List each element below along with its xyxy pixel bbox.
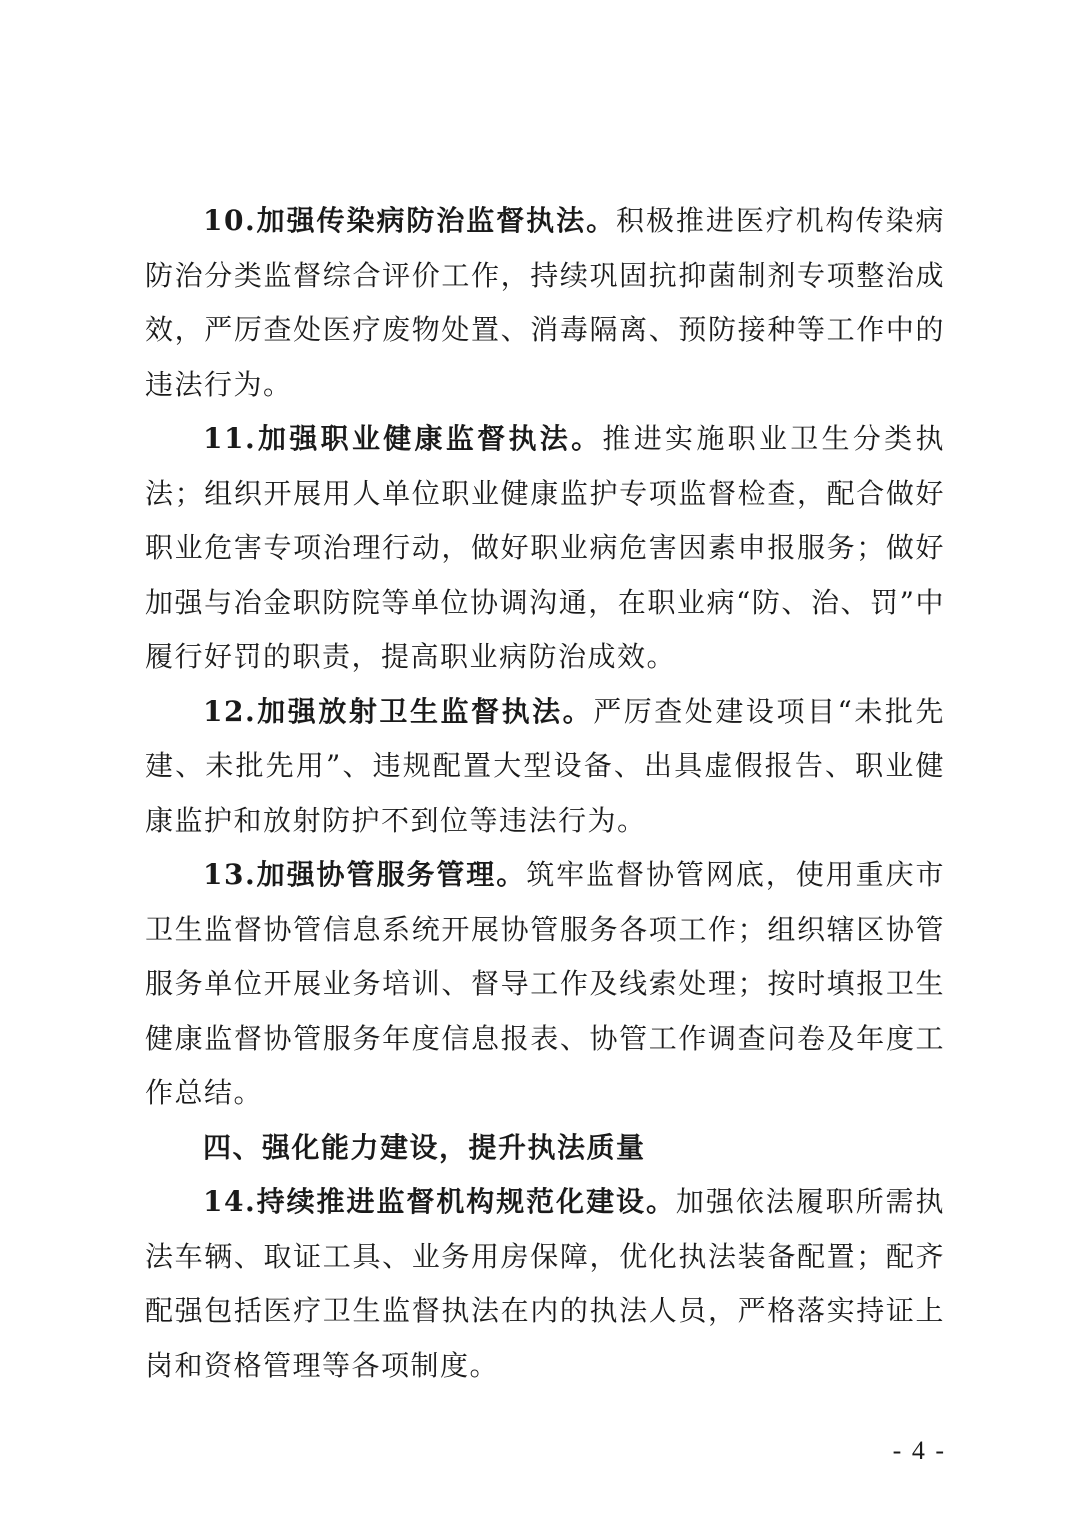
paragraph-11-body: 推进实施职业卫生分类执法；组织开展用人单位职业健康监护专项监督检查，配合做好职业危害专项治理行动，做好职业病危害因素申报服务；做好加强与冶金职防院等单位协调沟通，在职业病“防、治、罚”中履行好罚的职责，提高职业病防治成效。: [145, 422, 945, 673]
paragraph-13: [145, 848, 945, 1121]
paragraph-11: [145, 412, 945, 685]
paragraph-14: [145, 1175, 945, 1393]
paragraph-14-body: 加强依法履职所需执法车辆、取证工具、业务用房保障，优化执法装备配置；配齐配强包括医疗卫生监督执法在内的执法人员，严格落实持证上岗和资格管理等各项制度。: [145, 1185, 945, 1382]
paragraph-10-body: 积极推进医疗机构传染病防治分类监督综合评价工作，持续巩固抗抑菌制剂专项整治成效，严厉查处医疗废物处置、消毒隔离、预防接种等工作中的违法行为。: [145, 204, 945, 401]
paragraph-12-body: 严厉查处建设项目“未批先建、未批先用”、违规配置大型设备、出具虚假报告、职业健康监护和放射防护不到位等违法行为。: [145, 694, 945, 837]
paragraph-13-body: 筑牢监督协管网底，使用重庆市卫生监督协管信息系统开展协管服务各项工作；组织辖区协管服务单位开展业务培训、督导工作及线索处理；按时填报卫生健康监督协管服务年度信息报表、协管工作调查问卷及年度工作总结。: [145, 858, 945, 1109]
paragraph-13-lead: 13.加强协管服务管理。: [203, 858, 527, 891]
paragraph-11-lead: 11.加强职业健康监督执法。: [203, 422, 603, 455]
paragraph-14-lead: 14.持续推进监督机构规范化建设。: [203, 1185, 676, 1218]
page-number: - 4 -: [892, 1436, 946, 1465]
paragraph-10: [145, 194, 945, 412]
paragraph-12: [145, 685, 945, 849]
paragraph-12-lead: 12.加强放射卫生监督执法。: [203, 694, 594, 728]
paragraph-10-lead: 10.加强传染病防治监督执法。: [203, 204, 617, 237]
page-content: [145, 194, 945, 1393]
section-heading: 四、强化能力建设，提升执法质量: [203, 1130, 646, 1164]
